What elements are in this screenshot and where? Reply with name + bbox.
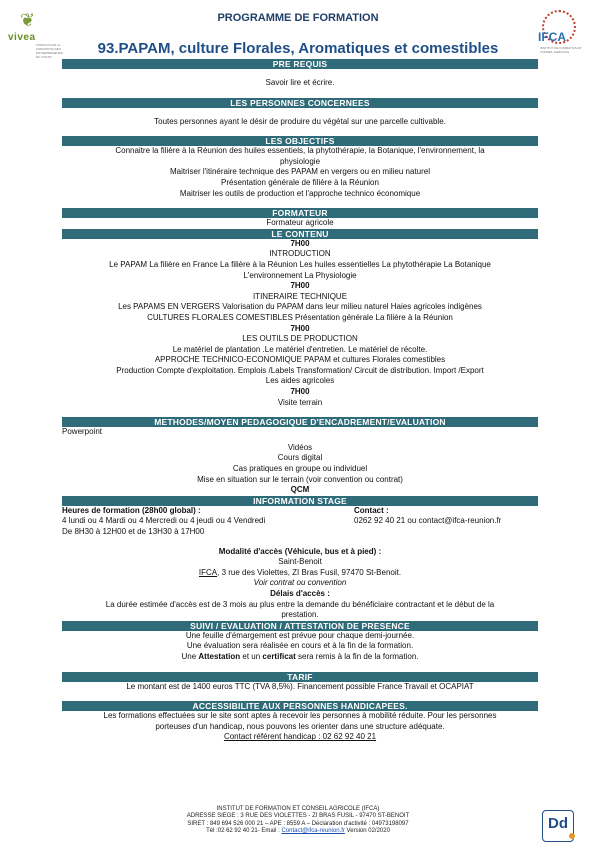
footer-email-link[interactable]: Contact@ifca-reunion.fr [281,828,345,835]
program-content [62,59,538,743]
section-heading-methodes: METHODES/MOYEN PEDAGOGIQUE D'ENCADREMENT/EVALUATION [62,417,538,427]
methode-line: Cas pratiques en groupe ou individuel [232,464,368,474]
contenu-line: L'environnement La Physiologie [243,270,357,280]
accessibilite-line: Les formations effectuées sur le site sont aptes à recevoir les personnes à mobilité réduite. Pour les personnes [103,711,497,721]
objectif-line: Maitriser l'itinéraire technique des PAPAM en vergers ou en milieu naturel [169,167,431,177]
stage-days: 4 lundi ou 4 Mardi ou 4 Mercredi ou 4 jeudi ou 4 Vendredi [62,516,266,526]
stage-address-text: , 3 rue des Violettes, ZI Bras Fusil, 97470 St-Benoit. [217,567,402,577]
stage-contact-label: Contact : [354,505,389,515]
stage-delays-line: prestation. [281,610,319,620]
contenu-line: LES OUTILS DE PRODUCTION [242,334,358,344]
methode-line: Mise en situation sur le terrain (voir convention ou contrat) [197,474,403,484]
suivi-text: et un [240,651,263,661]
section-heading-contenu: LE CONTENU [62,229,538,239]
objectif-line: Connaitre la filière à la Réunion des huiles essentiels, la phytothérapie, la Botanique, l'environnement, la [115,146,485,156]
stage-time: De 8H30 à 12H00 et de 13H30 à 17H00 [62,527,205,536]
vivea-logo-subtext: FONDS POUR LA FORMATION DES ENTREPRENEURS DU VIVANT [36,43,63,59]
page-title: 93.PAPAM, culture Florales, Aromatiques et comestibles [97,40,499,57]
footer-line: SIRET : 849 694 526 000 21 – APE : 8559 A – Déclaration d'activité : 04973198097 [187,820,409,827]
contenu-hours: 7H00 [290,387,310,397]
formateur-text: Formateur agricole [266,218,334,228]
contenu-line: Le PAPAM La filière en France La filière à la Réunion Les huiles essentielles La phytothérapie La Botanique [109,259,491,269]
section-heading-suivi: SUIVI / EVALUATION / ATTESTATION DE PRESENCE [62,621,538,631]
section-heading-formateur: FORMATEUR [62,208,538,218]
suivi-text: Une [181,651,199,661]
stage-contract: Voir contrat ou convention [253,578,347,588]
objectif-line: physiologie [279,156,321,166]
tarif-text: Le montant est de 1400 euros TTC (TVA 8,5%). Financement possible France Travail et OCAPIAT [126,681,474,691]
suivi-line [62,652,538,663]
page-footer [0,806,596,836]
suivi-line: Une feuille d'émargement est prévue pour chaque demi-journée. [185,630,415,640]
contenu-hours: 7H00 [290,281,310,291]
contenu-line: CULTURES FLORALES COMESTIBLES Présentation générale La filière à la Réunion [147,312,453,322]
methode-line: Cours digital [277,453,323,463]
ifca-logo-text: IFCA [538,30,566,44]
stage-access-label: Modalité d'accès (Véhicule, bus et à pied) : [218,546,382,556]
ifca-logo-subtext: INSTITUT DE FORMATION ET CONSEIL AGRICOLE [540,46,582,54]
objectif-line: Présentation générale de filière à la Réunion [221,177,379,187]
section-heading-personnes: LES PERSONNES CONCERNEES [62,98,538,108]
leaf-icon: ❦ [20,10,36,30]
contenu-line: Production Compte d'exploitation. Emplois /Labels Transformation/ Circuit de distribution. Import /Export [116,365,484,375]
contenu-hours: 7H00 [290,238,310,248]
methode-evaluation: QCM [290,485,310,495]
stage-contact[interactable]: 0262 92 40 21 ou contact@ifca-reunion.fr [354,516,502,526]
badge-dot-icon [569,833,575,839]
footer-line [0,828,596,835]
prerequis-text: Savoir lire et écrire. [265,78,335,87]
stage-address-org: IFCA [198,567,218,577]
section-heading-objectifs: LES OBJECTIFS [62,136,538,146]
footer-line: INSTITUT DE FORMATION ET CONSEIL AGRICOLE (IFCA) [216,806,380,812]
suivi-text: sera remis à la fin de la formation. [295,651,419,661]
footer-phone: Tél :02 62 92 40 21- Email : [206,828,282,835]
section-heading-tarif: TARIF [62,672,538,682]
accessibilite-line: porteuses d'un handicap, nous pouvons les orienter dans une structure adéquate. [155,721,445,731]
stage-place: Saint-Benoit [278,557,322,567]
contenu-line: Les aides agricoles [265,376,335,386]
methode-line: Vidéos [287,442,313,452]
datadock-badge-text: Dd [548,815,568,832]
contenu-line: INTRODUCTION [269,249,331,259]
suivi-line: Une évaluation sera réalisée en cours et à la fin de la formation. [186,641,414,651]
footer-version: Version 02/2020 [344,828,390,835]
vivea-logo-text: vivea [8,32,36,43]
contenu-line: Les PAPAMS EN VERGERS Valorisation du PAPAM dans leur milieu naturel Haies agricoles indigènes [118,302,482,312]
stage-address [62,568,538,579]
section-heading-stage: INFORMATION STAGE [62,496,538,506]
methode-powerpoint: Powerpoint [62,427,103,437]
suivi-certificat: certificat [262,651,296,661]
footer-line: ADRESSE SIEGE : 3 RUE DES VIOLETTES - ZI BRAS FUSIL - 97470 ST-BENOIT [186,813,410,820]
contenu-line: Le matériel de plantation .Le matériel d'entretien. Le matériel de récolte. [172,344,428,354]
stage-contact-block [354,506,538,538]
datadock-badge-icon [542,810,574,842]
contenu-line: Visite terrain [277,397,323,407]
section-heading-prerequis: PRE REQUIS [62,59,538,69]
section-heading-accessibilite: ACCESSIBILITE AUX PERSONNES HANDICAPEES. [62,701,538,711]
stage-hours-label: Heures de formation (28h00 global) : [62,505,201,515]
stage-delays-line: La durée estimée d'accès est de 3 mois au plus entre la demande du bénéficiaire contractant et le début de la [105,599,495,609]
stage-row [62,506,538,538]
objectif-line: Maitriser les outils de production et l'approche technico économique [179,188,421,198]
contenu-line: APPROCHE TECHNICO-ECONOMIQUE PAPAM et cultures Florales comestibles [154,355,446,365]
contenu-hours: 7H00 [290,323,310,333]
program-title: PROGRAMME DE FORMATION [217,12,379,24]
personnes-text: Toutes personnes ayant le désir de produire du végétal sur une parcelle cultivable. [154,116,446,126]
accessibilite-contact: Contact référent handicap : 02 62 92 40 21 [223,732,377,742]
stage-hours-block [62,506,354,538]
suivi-attestation: Attestation [198,651,241,661]
contenu-line: ITINERAIRE TECHNIQUE [252,291,348,301]
stage-delays-label: Délais d'accès : [270,588,330,598]
